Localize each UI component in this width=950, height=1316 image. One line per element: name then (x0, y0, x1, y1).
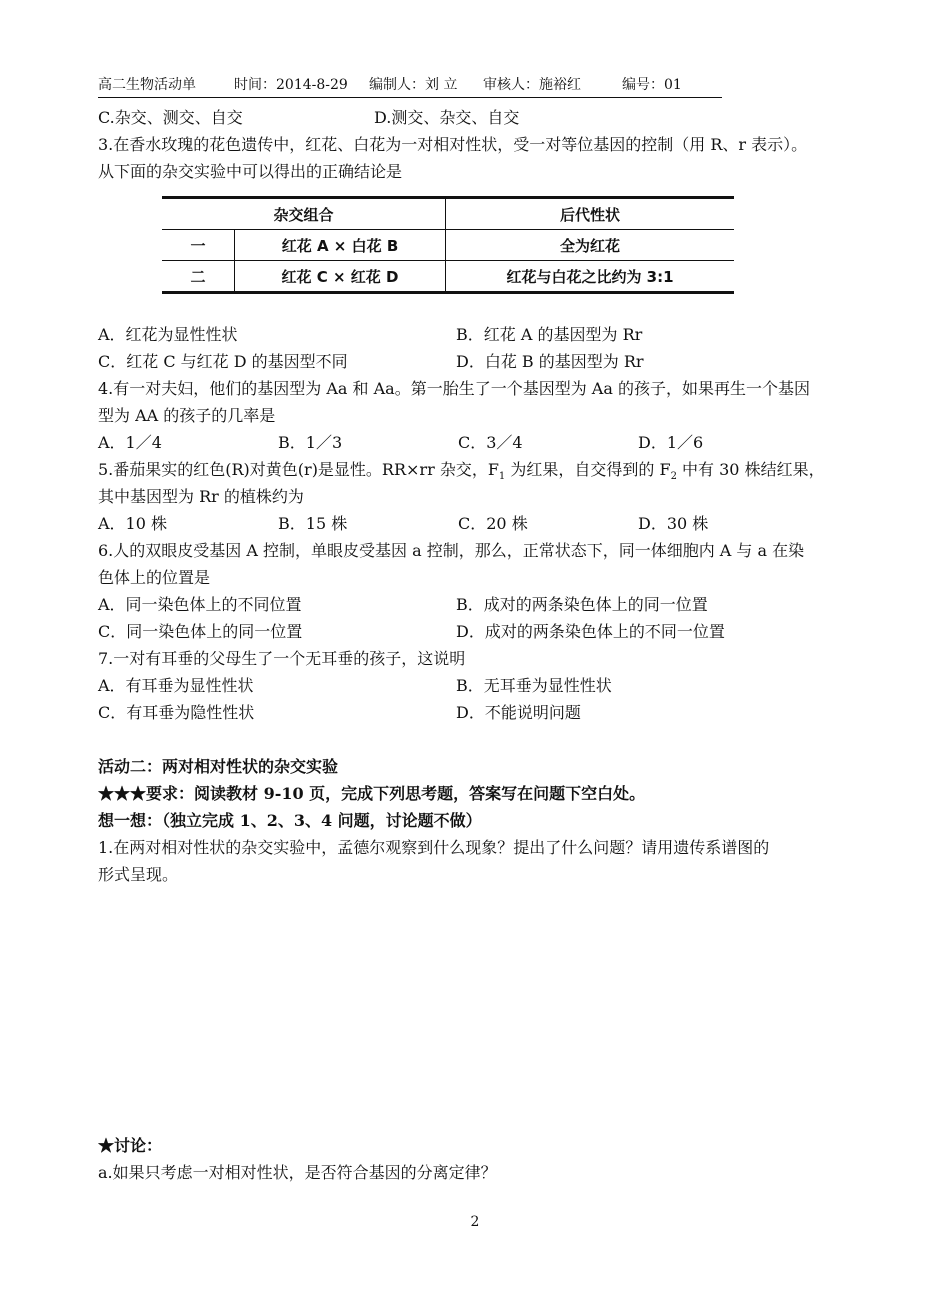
q6-option-b: B．成对的两条染色体上的同一位置 (456, 595, 708, 614)
q3-option-c: C．红花 C 与红花 D 的基因型不同 (98, 352, 348, 371)
q6-options-cd (98, 618, 868, 645)
q5-stem-part3: 中有 30 株结红果， (676, 460, 825, 479)
q5-stem-part1: 5.番茄果实的红色(R)对黄色(r)是显性。RR×rr 杂交，F (98, 460, 499, 479)
q5-option-c: C．20 株 (458, 514, 528, 533)
q6-stem-line2: 色体上的位置是 (98, 568, 211, 587)
q4-stem-line1: 4.有一对夫妇，他们的基因型为 Aa 和 Aa。第一胎生了一个基因型为 Aa 的孩子，如果再生一个基因 (98, 379, 810, 398)
q4-option-b: B．1／3 (278, 433, 343, 452)
q7-option-d: D．不能说明问题 (456, 703, 581, 722)
q7-option-b: B．无耳垂为显性性状 (456, 676, 612, 695)
q7-options-cd (98, 699, 868, 726)
q3-options-cd (98, 348, 868, 375)
q5-subscript-1: 1 (498, 471, 506, 483)
q5-stem-part2: 为红果，自交得到的 F (505, 460, 671, 479)
table-header-row (162, 198, 734, 230)
q3-option-a: A．红花为显性性状 (98, 325, 238, 344)
activity2-title: 活动二：两对相对性状的杂交实验 (98, 757, 339, 776)
q3-option-b: B．红花 A 的基因型为 Rr (456, 325, 643, 344)
q5-option-b: B．15 株 (278, 514, 348, 533)
q6-option-d: D．成对的两条染色体上的不同一位置 (456, 622, 725, 641)
q2-options (98, 104, 868, 131)
q5-stem-line2: 其中基因型为 Rr 的植株约为 (98, 487, 304, 506)
activity2-q1-line2: 形式呈现。 (98, 865, 179, 884)
q4-option-d: D．1／6 (638, 433, 704, 452)
q3-stem-line2: 从下面的杂交实验中可以得出的正确结论是 (98, 162, 403, 181)
q7-option-c: C．有耳垂为隐性性状 (98, 703, 255, 722)
table-row (162, 261, 734, 293)
q3-options-ab (98, 321, 868, 348)
table-cell-result: 全为红花 (446, 230, 735, 261)
q2-option-d: D.测交、杂交、自交 (374, 108, 520, 127)
q4-options (98, 429, 868, 456)
discussion-question-a: a.如果只考虑一对相对性状，是否符合基因的分离定律？ (98, 1163, 497, 1182)
q6-option-c: C．同一染色体上的同一位置 (98, 622, 303, 641)
q4-option-c: C．3／4 (458, 433, 523, 452)
q7-options-ab (98, 672, 868, 699)
q3-option-d: D．白花 B 的基因型为 Rr (456, 352, 644, 371)
q5-option-a: A．10 株 (98, 514, 168, 533)
header-editor: 编制人：刘 立 (369, 77, 458, 93)
activity2-requirement: ★★★要求：阅读教材 9-10 页，完成下列思考题，答案写在问题下空白处。 (98, 784, 646, 803)
table-header-result: 后代性状 (446, 198, 735, 230)
table-cell-id: 二 (162, 261, 235, 293)
table-cell-result: 红花与白花之比约为 3:1 (446, 261, 735, 293)
table-cell-cross: 红花 C × 红花 D (235, 261, 446, 293)
header-subject: 高二生物活动单 (98, 77, 196, 93)
table-header-cross: 杂交组合 (162, 198, 446, 230)
cross-experiment-table (162, 196, 734, 294)
page-header (98, 74, 722, 98)
q2-option-c: C.杂交、测交、自交 (98, 108, 243, 127)
q5-stem-line1 (98, 456, 868, 483)
answer-space (98, 888, 868, 1132)
q6-option-a: A．同一染色体上的不同位置 (98, 595, 302, 614)
q3-stem-line1: 3.在香水玫瑰的花色遗传中，红花、白花为一对相对性状，受一对等位基因的控制（用 R、r 表示）。 (98, 135, 808, 154)
activity2-think: 想一想：（独立完成 1、2、3、4 问题，讨论题不做） (98, 811, 482, 830)
section-gap (98, 726, 868, 753)
discussion-title: ★讨论： (98, 1136, 163, 1155)
activity2-q1-line1: 1.在两对相对性状的杂交实验中，孟德尔观察到什么现象？提出了什么问题？请用遗传系谱图的 (98, 838, 770, 857)
table-row (162, 230, 734, 261)
header-number: 编号：01 (622, 77, 682, 93)
table-cell-id: 一 (162, 230, 235, 261)
q7-stem: 7.一对有耳垂的父母生了一个无耳垂的孩子，这说明 (98, 649, 466, 668)
q6-options-ab (98, 591, 868, 618)
q4-option-a: A．1／4 (98, 433, 162, 452)
q5-options (98, 510, 868, 537)
table-cell-cross: 红花 A × 白花 B (235, 230, 446, 261)
q5-subscript-2: 2 (670, 471, 677, 483)
header-reviewer: 审核人：施裕红 (483, 77, 581, 93)
q4-stem-line2: 型为 AA 的孩子的几率是 (98, 406, 276, 425)
q7-option-a: A．有耳垂为显性性状 (98, 676, 254, 695)
q5-option-d: D．30 株 (638, 514, 709, 533)
header-time: 时间：2014-8-29 (234, 77, 348, 93)
q6-stem-line1: 6.人的双眼皮受基因 A 控制，单眼皮受基因 a 控制，那么，正常状态下，同一体细胞内 A 与 a 在染 (98, 541, 805, 560)
page-number: 2 (470, 1214, 480, 1230)
